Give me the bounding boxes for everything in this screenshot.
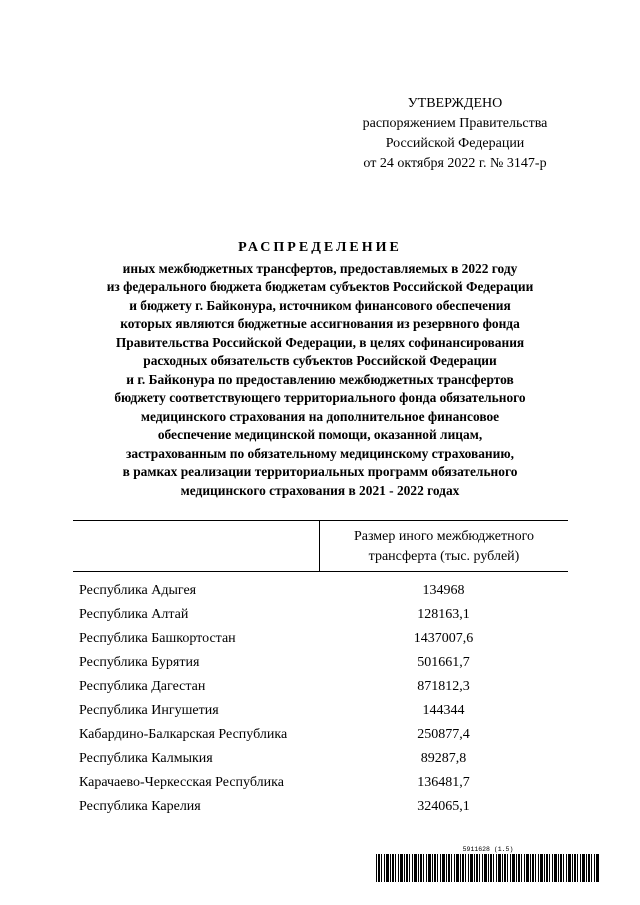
region-name: Республика Калмыкия (79, 751, 213, 766)
title-line: которых являются бюджетные ассигнования из резервного фонда (120, 316, 520, 331)
transfer-amount: 250877,4 (417, 727, 470, 742)
table-header (73, 521, 568, 572)
header-value-line: трансферта (тыс. рублей) (368, 549, 520, 564)
header-value-line: Размер иного межбюджетного (353, 529, 535, 544)
table-row (73, 627, 568, 651)
header-name-cell (73, 521, 320, 571)
barcode-number: 5911628 (1.5) (462, 846, 514, 853)
table-row (73, 771, 568, 795)
table-row (73, 747, 568, 771)
document-title (50, 239, 590, 500)
transfer-amount: 128163,1 (417, 607, 470, 622)
table-row (73, 795, 568, 819)
table-row (73, 603, 568, 627)
title-line: застрахованным по обязательному медицинскому страхованию, (126, 445, 514, 461)
region-name: Республика Ингушетия (79, 703, 219, 718)
barcode-bars (376, 854, 600, 882)
title-line: из федерального бюджета бюджетам субъектов Российской Федерации (106, 279, 534, 294)
approval-title: УТВЕРЖДЕНО (407, 96, 503, 111)
approval-line-government: Российской Федерации (385, 136, 525, 151)
title-line: в рамках реализации территориальных программ обязательного (122, 464, 518, 479)
region-name: Республика Алтай (79, 607, 189, 622)
distribution-table (73, 520, 568, 819)
transfer-amount: 136481,7 (417, 775, 470, 790)
region-name: Кабардино-Балкарская Республика (79, 727, 288, 742)
table-row (73, 675, 568, 699)
title-line: и бюджету г. Байконура, источником финансового обеспечения (129, 297, 511, 313)
transfer-amount: 1437007,6 (413, 631, 474, 646)
table-row (73, 723, 568, 747)
region-name: Республика Карелия (79, 799, 201, 814)
title-line: обеспечение медицинской помощи, оказанной лицам, (157, 427, 483, 442)
region-name: Республика Дагестан (79, 679, 206, 694)
region-name: Карачаево-Черкесская Республика (79, 775, 284, 790)
approval-line-date-number: от 24 октября 2022 г. № 3147-р (363, 156, 547, 171)
document-barcode (376, 846, 600, 882)
transfer-amount: 324065,1 (417, 799, 470, 814)
transfer-amount: 134968 (422, 583, 465, 598)
title-line: медицинского страхования в 2021 - 2022 годах (180, 482, 460, 498)
region-name: Республика Бурятия (79, 655, 200, 670)
title-line: и г. Байконура по предоставлению межбюджетных трансфертов (126, 371, 514, 387)
approval-stamp (330, 94, 580, 174)
transfer-amount: 89287,8 (420, 751, 467, 766)
title-line: медицинского страхования на дополнительное финансовое (140, 408, 500, 424)
approval-line-order: распоряжением Правительства (362, 116, 548, 131)
header-value-cell (320, 521, 568, 571)
transfer-amount: 144344 (422, 703, 465, 718)
region-name: Республика Адыгея (79, 583, 197, 598)
transfer-amount: 501661,7 (417, 655, 470, 670)
table-row (73, 579, 568, 603)
title-line: иных межбюджетных трансфертов, предоставляемых в 2022 году (122, 260, 518, 276)
title-line: бюджету соответствующего территориального фонда обязательного (114, 390, 526, 405)
document-heading: РАСПРЕДЕЛЕНИЕ (238, 240, 402, 255)
transfer-amount: 871812,3 (417, 679, 470, 694)
table-row (73, 651, 568, 675)
title-line: расходных обязательств субъектов Российской Федерации (143, 353, 497, 368)
table-row (73, 699, 568, 723)
region-name: Республика Башкортостан (79, 631, 236, 646)
table-body (73, 579, 568, 819)
title-line: Правительства Российской Федерации, в целях софинансирования (115, 334, 525, 350)
